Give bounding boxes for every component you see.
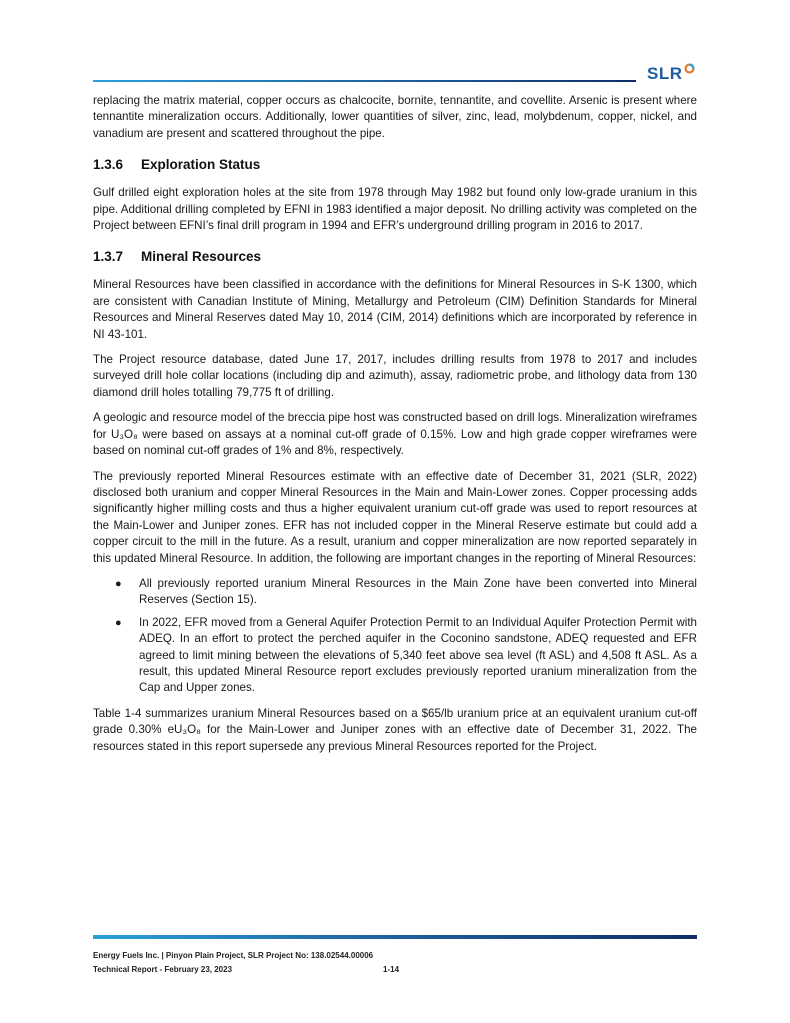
section-title: Exploration Status — [141, 157, 261, 173]
bullet-item — [93, 615, 697, 697]
page-footer — [93, 949, 697, 977]
mineral-resources-paragraph-5: Table 1-4 summarizes uranium Mineral Resources based on a $65/lb uranium price at an equivalent uranium cut-off grade 0.30% eU₃O₈ for the Main-Lower and Juniper zones with an effective date of December 31, 2022. The resources stated in this report supersede any previous Mineral Resources reported for the Project. — [93, 706, 697, 753]
section-title: Mineral Resources — [141, 249, 262, 265]
bullet-text: All previously reported uranium Mineral Resources in the Main Zone have been converted into Mineral Reserves (Section 15). — [139, 576, 697, 607]
footer-report-date: Technical Report - February 23, 2023 — [93, 965, 233, 974]
section-number: 1.3.6 — [93, 157, 124, 173]
section-heading-mineral-resources — [93, 248, 697, 266]
mineral-resources-paragraph-1: Mineral Resources have been classified in accordance with the definitions for Mineral Resources in S-K 1300, which are consistent with Canadian Institute of Mining, Metallurgy and Petroleum (CIM) Definition Standards for Mineral Resources and Mineral Reserves dated May 10, 2014 (CIM, 2014) definitions which are incorporated by reference in NI 43-101. — [93, 278, 697, 341]
exploration-status-paragraph: Gulf drilled eight exploration holes at the site from 1978 through May 1982 but found only low-grade uranium in this pipe. Additional drilling completed by EFNI in 1983 identified a major deposit. No drilling activity was completed on the Project between EFNI’s final drill program in 1994 and EFR’s underground drilling program in 2016 to 2017. — [93, 186, 697, 233]
logo-swirl-icon — [684, 63, 695, 74]
page-number: 1-14 — [383, 965, 400, 974]
bullet-dot-icon: ● — [115, 616, 122, 629]
section-number: 1.3.7 — [93, 249, 124, 265]
intro-paragraph: replacing the matrix material, copper occurs as chalcocite, bornite, tennantite, and covellite. Arsenic is present where tennantite mineralization occurs. Additionally, lower quantities of silver, zinc, lead, molybdenum, copper, nickel, and vanadium are present and scattered throughout the pipe. — [93, 94, 697, 140]
footer-report-line — [93, 963, 697, 977]
page-body — [93, 93, 697, 764]
logo-text: SLR — [647, 64, 683, 83]
mineral-resources-paragraph-2: The Project resource database, dated June 17, 2017, includes drilling results from 1978 to 2017 and includes surveyed drill hole collar locations (including dip and azimuth), assay, radiometric probe, and lithology data from 130 diamond drill holes totalling 79,775 ft of drilling. — [93, 353, 697, 399]
mineral-resources-paragraph-4: The previously reported Mineral Resources estimate with an effective date of December 31, 2021 (SLR, 2022) disclosed both uranium and copper Mineral Resources in the Main and Main-Lower zones. Copper processing adds significantly higher milling costs and thus a higher equivalent uranium cut-off grade was used to report resources at the Main-Lower and Juniper zones. EFR has not included copper in the Mineral Reserve estimate but could add a copper circuit to the mill in the future. As a result, uranium and copper mineralization are now reported separately in this updated Mineral Resource. In addition, the following are important changes in the reporting of Mineral Resources: — [93, 469, 697, 565]
footer-project-line: Energy Fuels Inc. | Pinyon Plain Project, SLR Project No: 138.02544.00006 — [93, 951, 374, 960]
bullet-dot-icon: ● — [115, 577, 122, 590]
header-rule — [93, 80, 636, 82]
mineral-resources-paragraph-3: A geologic and resource model of the breccia pipe host was constructed based on drill logs. Mineralization wireframes for U₃O₈ were based on assays at a nominal cut-off grade of 0.15%. Low and high grade copper wireframes were based on nominal cut-off grades of 1% and 8%, respectively. — [93, 411, 697, 458]
changes-bullet-list — [93, 576, 697, 697]
bullet-text: In 2022, EFR moved from a General Aquifer Protection Permit to an Individual Aquifer Protection Permit with ADEQ. In an effort to protect the perched aquifer in the Coconino sandstone, ADEQ requested and EFR agreed to limit mining between the elevations of 5,340 feet above sea level (ft ASL) and 4,508 ft ASL. As a result, this updated Mineral Resource report excludes previously reported uranium mineralization from the Cap and Upper zones. — [139, 615, 697, 695]
slr-logo — [647, 61, 695, 87]
section-heading-exploration-status — [93, 156, 697, 174]
footer-rule — [93, 935, 697, 939]
bullet-item — [93, 576, 697, 609]
